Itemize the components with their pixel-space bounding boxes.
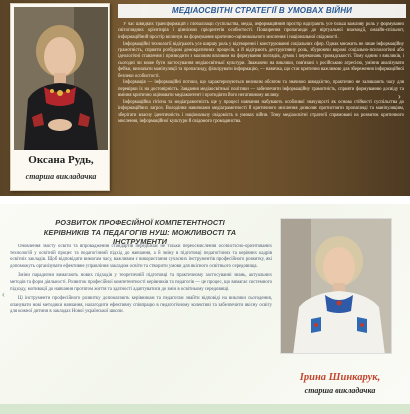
article-paragraph: Оновлення змісту освіти та впровадження стандартів передбачає не тільки переосмислення особистісно-орієнтованих технологій у освітній процес та педагогічний підхід до навчання, а й зміну в підготовці педагогічних та керівних кадрів освітніх закладів. Щоб відповідати вимогам часу, важливим є використання сучасних інструментів професійного розвитку, які допоможуть організувати ефективне управління закладом освіти та створити умови для якісного освітнього середовища. xyxy=(10,244,272,269)
article-title[interactable]: МЕДІАОСВІТНІ СТРАТЕГІЇ В УМОВАХ ВІЙНИ xyxy=(118,4,406,18)
card-divider xyxy=(0,196,410,200)
article-paragraph: Інформаційна гігієна та медіаграмотність ще у процесі навчання набувають особливої значущості як основа стійкості суспільства до інформаційних загроз. Володіння навичками медіаграмотності й критичного мислення дозволяє протистояти пропаганді та маніпуляціям, зберігати власну ідентичність і національну свідомість в умовах війни. Тому медіаосвітні стратегії спрямовані на розвиток критичного мислення, інформаційної культури й свідомого громадянства. xyxy=(118,99,404,124)
article-paragraph: У час швидких трансформацій і глобалізації суспільства, медіа, інформаційний простір відіграють усе більш важливу роль у формуванні світоглядних орієнтирів і ціннісних пріоритетів особистості. Поширення пропаганди до віртуальної взаємодії, онлайн-спільнот, інформаційний простір вплинув на формування критично-оцінювального мислення і національної свідомості. xyxy=(118,22,404,40)
article-paragraph: Зміни парадигми вимагають нових підходів у теоретичній підготовці та практичному застосуванні знань, актуальних методів та форм діяльності. Розвиток професійної компетентності керівників та педагогів — це процес, що вимагає системного підходу, мотивації до навчання протягом життя та здатності адаптуватися до змін в освітньому середовищі. xyxy=(10,273,272,292)
article-body xyxy=(118,22,404,194)
chevron-left-icon[interactable]: ‹ xyxy=(2,290,5,299)
portrait-woman-illustration xyxy=(281,219,392,354)
article-title[interactable]: РОЗВИТОК ПРОФЕСІЙНОЇ КОМПЕТЕНТНОСТІ КЕРІВНИКІВ ТА ПЕДАГОГІВ НУШ: МОЖЛИВОСТІ ТА ІНСТРУМЕНТИ xyxy=(43,218,237,246)
card-footer-band xyxy=(0,404,410,414)
portrait-woman-illustration xyxy=(14,7,108,150)
article-paragraph: Інформаційні технології відіграють усе ширшу роль у відтворенні і конструюванні соціальних сфер. Однак множить не лише інформаційну грамотність, сприяти розбудові демократичних процесів, а й відіграють деструктивну роль, збурюючи ворожі соціально-психологічні або ідеологічні ставлення і призводити з масовим впливом на формування поглядів, думок і переконань громадськості. Тому одним з викликів, і сьогодні чи може бути застосування медіаосвітньої культури. Зважаючи на виклики, пов'язані з російською агресією, уміння аналізувати фейки, визначати маніпуляції та пропаганду, фільтрувати інформацію, — навичка, що стає критично важливою для збереження інформаційної безпеки особистості. xyxy=(118,41,404,79)
author-photo xyxy=(280,218,392,354)
author-role: старша викладачка xyxy=(25,172,97,181)
article-paragraph: Ці інструменти професійного розвитку допомагають керівникам та педагогам знайти відповіді на виклики сьогодення, опанувати нові методики навчання, налагодити ефективну співпрацю в педагогічному колективі та забезпечити якісну освіту для кожної дитини в закладах Нової української школи. xyxy=(10,296,272,315)
author-photo xyxy=(14,7,108,150)
chevron-right-icon[interactable]: › xyxy=(398,92,401,101)
article-paragraph: Інформація — інформаційні потоки, що характеризуються великим обсягом та значною швидкістю, практично не залишають часу для перевірки їх на достовірність. Завдання медіаосвітньої політики — забезпечити інформаційну грамотність, сприяти формуванню досвіду та вміння критично оцінювати медіаконтент і протидіяти його негативному впливу. xyxy=(118,80,404,99)
article-body xyxy=(10,244,272,394)
author-role: старша викладачка xyxy=(304,386,376,395)
author-photo-frame xyxy=(10,3,110,191)
author-name: Оксана Рудь, xyxy=(28,154,94,166)
author-name: Ірина Шинкарук, xyxy=(299,372,381,383)
